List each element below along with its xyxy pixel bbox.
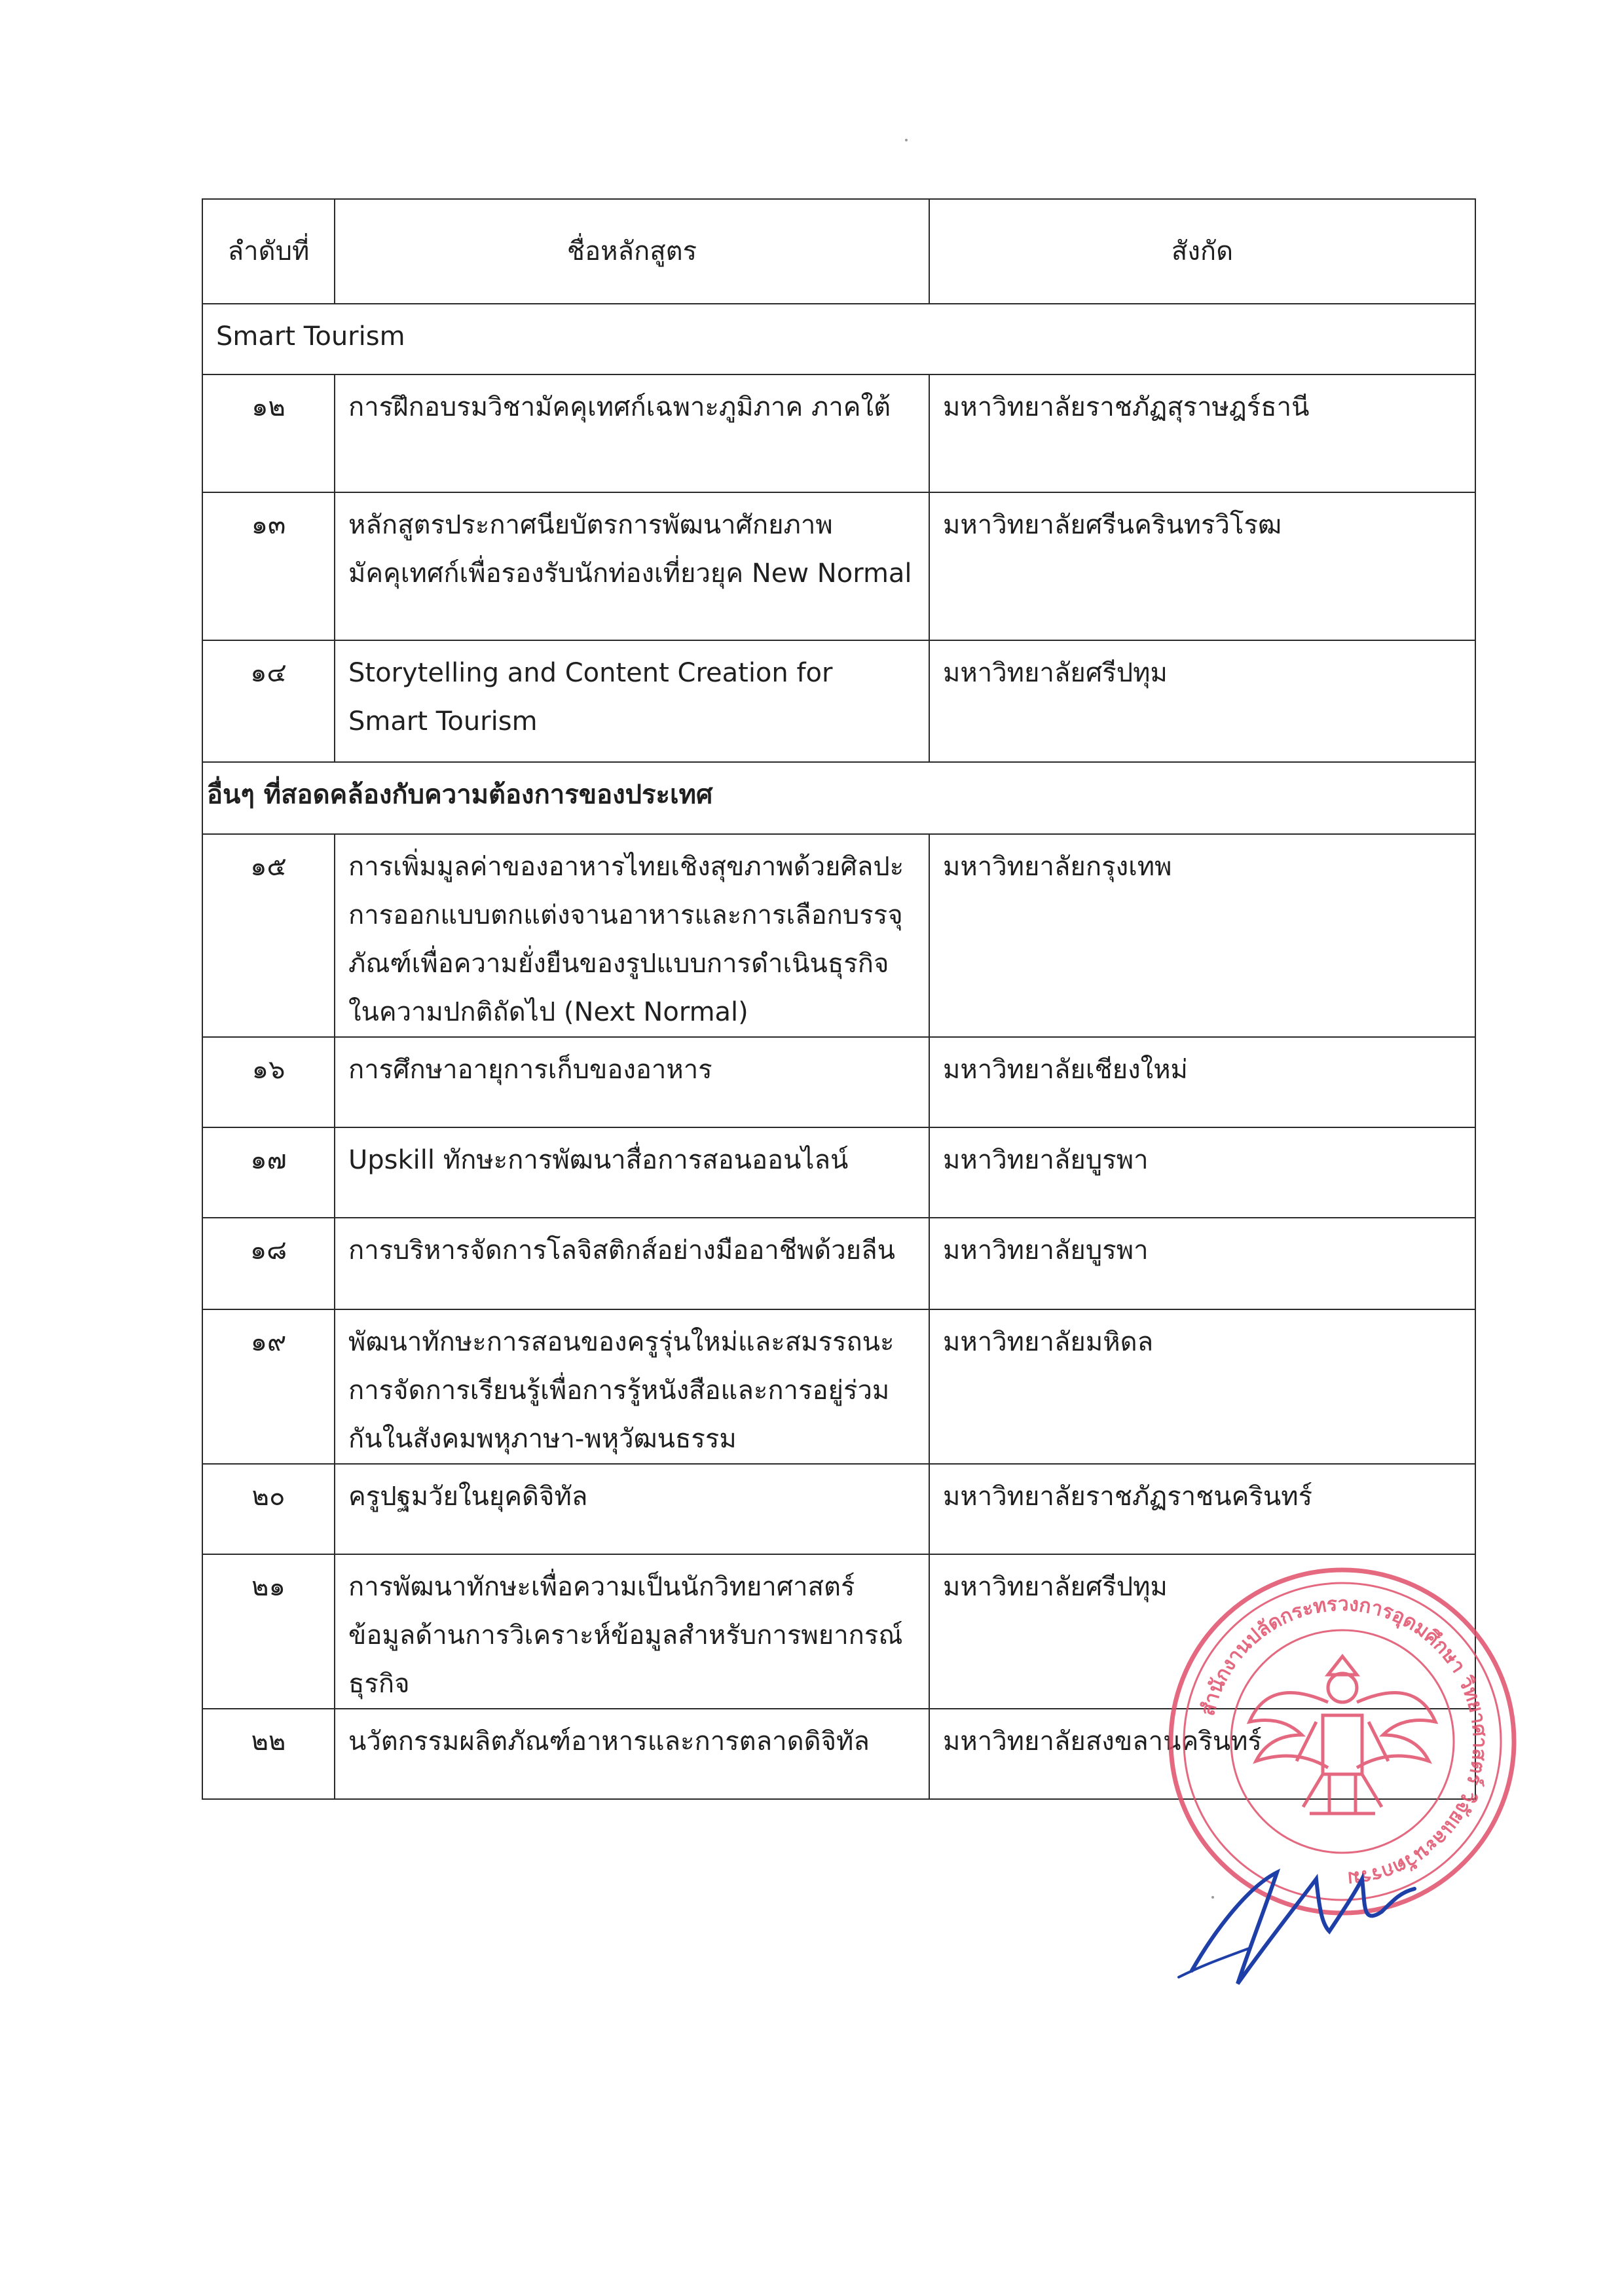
row-course: การฝึกอบรมวิชามัคคุเทศก์เฉพาะภูมิภาค ภาคใต้ (335, 374, 929, 492)
scan-speck (1211, 1896, 1214, 1899)
row-no: ๑๔ (202, 640, 335, 762)
row-course: พัฒนาทักษะการสอนของครูรุ่นใหม่และสมรรถนะการจัดการเรียนรู้เพื่อการรู้หนังสือและการอยู่ร่วมกันในสังคมพหุภาษา-พหุวัฒนธรรม (335, 1309, 929, 1464)
row-affiliation: มหาวิทยาลัยบูรพา (929, 1218, 1475, 1309)
section-title: Smart Tourism (202, 304, 1475, 374)
seal-text: สำนักงานปลัดกระทรวงการอุดมศึกษา วิทยาศาสตร์ วิจัยและนวัตกรรม (1196, 1592, 1492, 1891)
row-course: การบริหารจัดการโลจิสติกส์อย่างมืออาชีพด้วยลีน (335, 1218, 929, 1309)
table-row (202, 374, 1475, 492)
row-affiliation: มหาวิทยาลัยราชภัฏสุราษฎร์ธานี (929, 374, 1475, 492)
table-row (202, 1127, 1475, 1218)
row-no: ๑๘ (202, 1218, 335, 1309)
row-no: ๑๓ (202, 492, 335, 640)
row-course: Storytelling and Content Creation for Smart Tourism (335, 640, 929, 762)
row-no: ๒๑ (202, 1554, 335, 1709)
row-no: ๑๕ (202, 834, 335, 1037)
table-row (202, 1309, 1475, 1464)
table-row (202, 1037, 1475, 1127)
row-course: การศึกษาอายุการเก็บของอาหาร (335, 1037, 929, 1127)
row-affiliation: มหาวิทยาลัยศรีนครินทรวิโรฒ (929, 492, 1475, 640)
row-course: การพัฒนาทักษะเพื่อความเป็นนักวิทยาศาสตร์ข้อมูลด้านการวิเคราะห์ข้อมูลสำหรับการพยากรณ์ธุรกิจ (335, 1554, 929, 1709)
header-affiliation: สังกัด (929, 199, 1475, 304)
scan-speck (905, 139, 908, 141)
row-no: ๒๒ (202, 1709, 335, 1799)
row-affiliation: มหาวิทยาลัยศรีปทุม (929, 640, 1475, 762)
table-row (202, 492, 1475, 640)
row-no: ๒๐ (202, 1464, 335, 1554)
table-row (202, 1218, 1475, 1309)
row-affiliation: มหาวิทยาลัยราชภัฏราชนครินทร์ (929, 1464, 1475, 1554)
header-no: ลำดับที่ (202, 199, 335, 304)
section-row (202, 304, 1475, 374)
table-row (202, 834, 1475, 1037)
row-affiliation: มหาวิทยาลัยกรุงเทพ (929, 834, 1475, 1037)
header-course: ชื่อหลักสูตร (335, 199, 929, 304)
row-affiliation: มหาวิทยาลัยเชียงใหม่ (929, 1037, 1475, 1127)
row-no: ๑๖ (202, 1037, 335, 1127)
row-course: การเพิ่มมูลค่าของอาหารไทยเชิงสุขภาพด้วยศิลปะการออกแบบตกแต่งจานอาหารและการเลือกบรรจุภัณฑ์เพื่อความยั่งยืนของรูปแบบการดำเนินธุรกิจในความปกติถัดไป (Next Normal) (335, 834, 929, 1037)
row-no: ๑๒ (202, 374, 335, 492)
row-course: Upskill ทักษะการพัฒนาสื่อการสอนออนไลน์ (335, 1127, 929, 1218)
table-header-row (202, 199, 1475, 304)
row-course: นวัตกรรมผลิตภัณฑ์อาหารและการตลาดดิจิทัล (335, 1709, 929, 1799)
row-course: หลักสูตรประกาศนียบัตรการพัฒนาศักยภาพมัคคุเทศก์เพื่อรองรับนักท่องเที่ยวยุค New Normal (335, 492, 929, 640)
table-row (202, 640, 1475, 762)
table-row (202, 1464, 1475, 1554)
row-course: ครูปฐมวัยในยุคดิจิทัล (335, 1464, 929, 1554)
row-affiliation: มหาวิทยาลัยมหิดล (929, 1309, 1475, 1464)
row-affiliation: มหาวิทยาลัยสงขลานครินทร์ (929, 1709, 1475, 1799)
section-title: อื่นๆ ที่สอดคล้องกับความต้องการของประเทศ (202, 762, 1475, 834)
row-affiliation: มหาวิทยาลัยศรีปทุม (929, 1554, 1475, 1709)
section-row (202, 762, 1475, 834)
signature (1166, 1833, 1428, 1997)
row-no: ๑๗ (202, 1127, 335, 1218)
row-affiliation: มหาวิทยาลัยบูรพา (929, 1127, 1475, 1218)
garuda-emblem (1249, 1656, 1435, 1813)
row-no: ๑๙ (202, 1309, 335, 1464)
